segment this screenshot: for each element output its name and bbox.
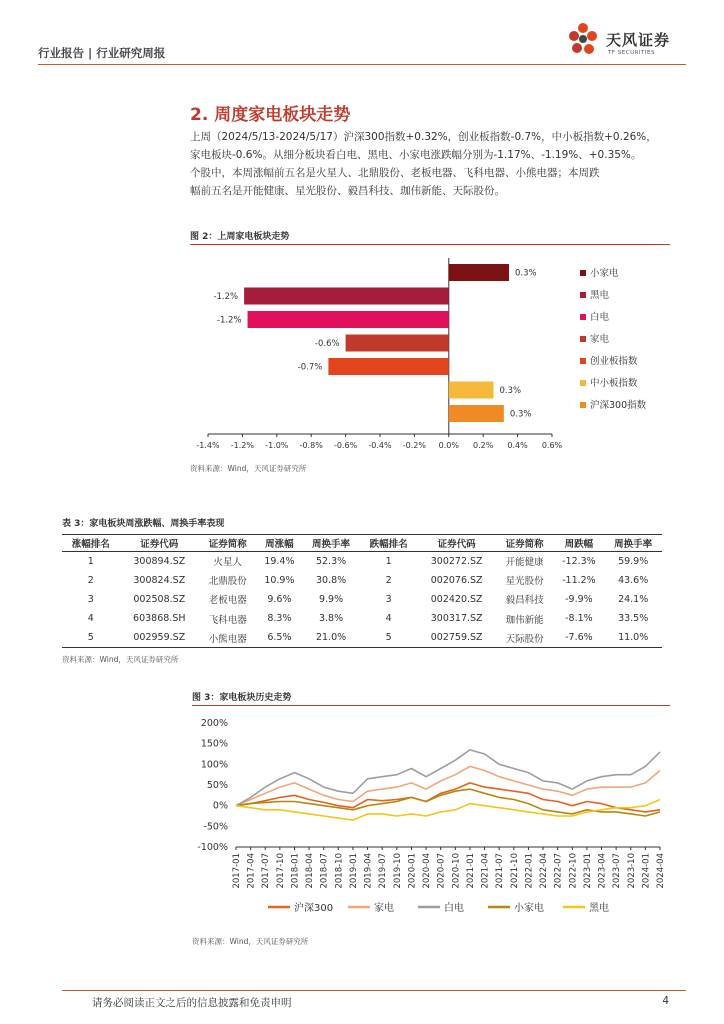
figure3-caption: 图 3：家电板块历史走势 (192, 693, 292, 703)
bar-chart-value-label: 0.3% (499, 386, 522, 396)
bar-chart-bar (328, 358, 448, 375)
bar-chart-x-tick-label: -1.0% (265, 441, 289, 450)
figure3-source: 资料来源：Wind，天风证券研究所 (192, 937, 309, 946)
figure2-caption: 图 2：上周家电板块走势 (190, 232, 290, 242)
table-header-row (62, 535, 662, 552)
line-chart-legend-label: 沪深300 (294, 903, 334, 914)
table-cell: 24.1% (618, 593, 649, 605)
table-cell: 43.6% (618, 574, 649, 586)
bar-chart-x-tick-label: -1.4% (196, 441, 220, 450)
table3-caption: 表 3：家电板块周涨跌幅、周换手率表现 (62, 519, 225, 529)
bar-chart-legend-swatch (580, 292, 586, 298)
bar-chart-x-tick-label: -0.6% (333, 441, 358, 450)
line-chart-x-tick-label: 2023-10 (626, 853, 637, 889)
line-chart-y-tick-label: 150% (200, 738, 228, 750)
bar-chart-x-tick-label: 0.4% (507, 441, 528, 450)
bar-chart-value-label: -1.2% (213, 292, 239, 302)
line-chart-x-tick-label: 2022-07 (553, 853, 564, 889)
table-header-cell: 证券简称 (199, 535, 257, 552)
bar-chart-x-tick-label: -0.2% (402, 441, 427, 450)
line-chart-x-tick-label: 2019-10 (392, 853, 403, 889)
table-cell: 21.0% (302, 628, 360, 647)
table-cell: 老板电器 (208, 595, 247, 607)
line-chart-x-tick-label: 2022-10 (568, 853, 579, 889)
bar-chart-x-tick-label: -0.4% (368, 441, 392, 450)
table-cell: 星光股份 (505, 576, 544, 588)
table-cell: -12.3% (562, 555, 596, 567)
line-chart-y-tick-label: 0% (212, 800, 228, 812)
table-cell: 002759.SZ (417, 628, 495, 647)
rank-table (62, 534, 662, 648)
table-cell: 3 (87, 593, 94, 605)
table-header-cell: 证券代码 (417, 535, 495, 552)
bar-chart-x-tick-label: -0.8% (299, 441, 323, 450)
line-chart-x-tick-label: 2022-01 (524, 853, 535, 889)
table-header-cell: 证券简称 (496, 535, 554, 552)
line-chart-x-tick-label: 2020-04 (422, 853, 433, 889)
table-cell: 59.9% (618, 555, 649, 567)
figure2-source: 资料来源：Wind，天风证券研究所 (190, 464, 307, 473)
bar-chart-legend-label: 中小板指数 (590, 378, 638, 389)
bar-chart-bar (346, 335, 449, 352)
line-chart-x-tick-label: 2018-04 (305, 853, 316, 889)
bar-chart-value-label: 0.3% (509, 409, 532, 420)
bar-chart-legend-label: 白电 (590, 312, 610, 323)
line-chart-x-tick-label: 2023-04 (597, 853, 608, 889)
bar-chart (190, 252, 670, 462)
table-cell: 6.5% (257, 628, 303, 647)
bar-chart-x-tick-label: 0.0% (438, 441, 459, 450)
bar-chart-bar (248, 311, 449, 328)
line-chart-legend-label: 小家电 (514, 903, 544, 914)
line-chart-x-tick-label: 2017-07 (261, 853, 272, 889)
logo-name-cn: 天风证券 (606, 31, 671, 49)
table-cell: 002508.SZ (133, 593, 186, 605)
table-row (62, 628, 662, 647)
table-cell: 9.9% (318, 593, 344, 605)
table-cell: 火星人 (213, 557, 243, 569)
table-cell: 8.3% (267, 613, 292, 625)
bar-chart-bar (244, 288, 449, 305)
table-header-cell: 周涨幅 (257, 535, 303, 552)
bar-chart-legend-swatch (580, 314, 586, 320)
table-cell: 300894.SZ (133, 555, 186, 567)
bar-chart-legend-swatch (580, 402, 586, 408)
bar-chart-value-label: 0.3% (515, 268, 537, 279)
table-cell: 北鼎股份 (208, 576, 247, 588)
line-chart-x-tick-label: 2021-04 (480, 853, 491, 889)
table-cell: 小熊电器 (199, 628, 257, 647)
line-chart-x-tick-label: 2020-10 (451, 853, 462, 889)
bar-chart-bar (449, 264, 509, 281)
line-chart-y-tick-label: -50% (203, 821, 228, 833)
table-cell: 开能健康 (505, 557, 544, 569)
line-chart-x-tick-label: 2019-07 (378, 853, 389, 889)
table-row (62, 552, 662, 571)
paragraph-line-3: 个股中，本周涨幅前五名是火星人、北鼎股份、老板电器、飞科电器、小熊电器；本周跌 (190, 167, 600, 179)
table-row (62, 590, 662, 609)
line-chart-legend-label: 家电 (374, 903, 394, 914)
table-cell: 4 (87, 613, 94, 625)
bar-chart-legend-label: 黑电 (590, 290, 610, 301)
table-cell: 9.6% (267, 593, 292, 605)
line-chart-x-tick-label: 2018-07 (319, 853, 330, 889)
table-cell: 天际股份 (496, 628, 554, 647)
line-chart-legend-label: 白电 (444, 903, 464, 914)
line-chart-x-tick-label: 2024-04 (656, 853, 666, 889)
line-chart-x-tick-label: 2017-04 (246, 853, 257, 889)
bar-chart-legend-swatch (580, 336, 586, 342)
table-cell: 300824.SZ (133, 574, 186, 586)
bar-chart-x-tick-label: -1.2% (230, 441, 255, 450)
figure2-caption-divider (190, 244, 670, 245)
figure3-caption-divider (192, 705, 670, 706)
line-chart-x-tick-label: 2024-01 (641, 853, 652, 889)
table-header-cell: 跌幅排名 (360, 535, 418, 552)
line-chart-x-tick-label: 2017-10 (275, 853, 286, 889)
line-chart-x-tick-label: 2021-10 (509, 853, 520, 889)
line-chart (190, 710, 670, 926)
table-cell: 4 (385, 613, 392, 625)
line-chart-x-tick-label: 2020-01 (407, 853, 418, 889)
bar-chart-value-label: -0.7% (297, 362, 323, 373)
bar-chart-legend-label: 创业板指数 (590, 356, 638, 367)
line-chart-x-tick-label: 2019-04 (363, 853, 374, 889)
bar-chart-x-tick-label: 0.2% (473, 441, 494, 450)
line-chart-x-tick-label: 2019-01 (348, 853, 359, 889)
line-chart-x-tick-label: 2021-01 (465, 853, 476, 889)
line-chart-series-1 (236, 766, 660, 805)
table-cell: 002420.SZ (430, 593, 483, 605)
paragraph-line-1: 上周（2024/5/13-2024/5/17）沪深300指数+0.32%，创业板指数-0.7%，中小板指数+0.26%， (190, 131, 657, 143)
table-cell: 珈伟新能 (505, 614, 544, 626)
line-chart-x-tick-label: 2018-10 (334, 853, 345, 889)
line-chart-x-tick-label: 2018-01 (290, 853, 301, 889)
table-cell: 19.4% (264, 555, 295, 567)
bar-chart-bar (449, 382, 494, 399)
footer-disclaimer: 请务必阅读正文之后的信息披露和免责申明 (92, 997, 292, 1009)
table-cell: 2 (87, 574, 94, 586)
line-chart-x-tick-label: 2023-07 (612, 853, 623, 889)
table-cell: 11.0% (604, 628, 662, 647)
logo (566, 22, 690, 62)
line-chart-x-tick-label: 2017-01 (232, 853, 242, 889)
paragraph-line-4: 幅前五名是开能健康、星光股份、毅昌科技、珈伟新能、天际股份。 (190, 185, 505, 197)
table-cell: -11.2% (562, 574, 596, 586)
line-chart-x-tick-label: 2022-04 (539, 853, 550, 889)
line-chart-x-tick-label: 2020-07 (436, 853, 447, 889)
bar-chart-value-label: -0.6% (314, 339, 340, 349)
table-cell: 2 (385, 574, 392, 586)
line-chart-y-tick-label: 100% (200, 759, 228, 771)
table-cell: -8.1% (565, 613, 593, 625)
table-cell: 1 (385, 555, 392, 567)
table-cell: 603868.SH (133, 613, 186, 625)
bar-chart-legend-swatch (580, 358, 586, 364)
table-cell: 1 (87, 555, 94, 567)
table-cell: 3.8% (318, 613, 344, 625)
table-cell: 5 (62, 628, 120, 647)
table-row (62, 609, 662, 628)
table-cell: 毅昌科技 (505, 595, 544, 607)
table-cell: -9.9% (565, 593, 593, 605)
table-header-cell: 证券代码 (120, 535, 199, 552)
section-title: 2. 周度家电板块走势 (190, 105, 351, 125)
table-cell: 002076.SZ (430, 574, 483, 586)
bar-chart-legend-swatch (580, 380, 586, 386)
table-cell: 30.8% (315, 574, 347, 586)
table-cell: 飞科电器 (208, 614, 247, 626)
table-header-cell: 周换手率 (302, 535, 360, 552)
paragraph-line-2: 家电板块-0.6%。从细分板块看白电、黑电、小家电涨跌幅分别为-1.17%、-1.19%、+0.35%。 (190, 149, 642, 161)
table-header-cell: 涨幅排名 (62, 535, 120, 552)
table-cell: 002959.SZ (120, 628, 199, 647)
bar-chart-legend-swatch (580, 270, 586, 276)
line-chart-y-tick-label: 200% (200, 718, 228, 729)
table-header-cell: 周换手率 (604, 535, 662, 552)
bar-chart-legend-label: 小家电 (590, 268, 619, 279)
line-chart-y-tick-label: 50% (206, 780, 228, 791)
line-chart-legend-label: 黑电 (589, 903, 609, 914)
footer-divider (62, 990, 686, 991)
table3-source: 资料来源：Wind，天风证券研究所 (62, 655, 179, 664)
table-cell: 10.9% (264, 574, 295, 586)
header-divider (38, 64, 686, 65)
table-cell: 33.5% (618, 613, 649, 625)
line-chart-x-tick-label: 2021-07 (495, 853, 506, 889)
table-header-cell: 周跌幅 (553, 535, 604, 552)
report-breadcrumb: 行业报告 | 行业研究周报 (38, 46, 166, 60)
table-cell: 300272.SZ (430, 555, 483, 567)
bar-chart-legend-label: 家电 (590, 334, 610, 345)
bar-chart-legend-label: 沪深300指数 (590, 400, 647, 411)
page-number: 4 (662, 995, 669, 1007)
table-cell: 300317.SZ (430, 613, 483, 625)
table-row (62, 571, 662, 590)
table-cell: 3 (385, 593, 392, 605)
logo-name-en: TF SECURITIES (608, 50, 655, 56)
table-cell: 5 (360, 628, 418, 647)
logo-icon (566, 22, 602, 60)
bar-chart-bar (449, 405, 504, 422)
table-cell: -7.6% (553, 628, 604, 647)
line-chart-y-tick-label: -100% (197, 842, 228, 853)
table-cell: 52.3% (315, 555, 347, 567)
line-chart-x-tick-label: 2023-01 (582, 853, 593, 889)
bar-chart-x-tick-label: 0.6% (541, 441, 563, 450)
bar-chart-value-label: -1.2% (216, 315, 242, 326)
